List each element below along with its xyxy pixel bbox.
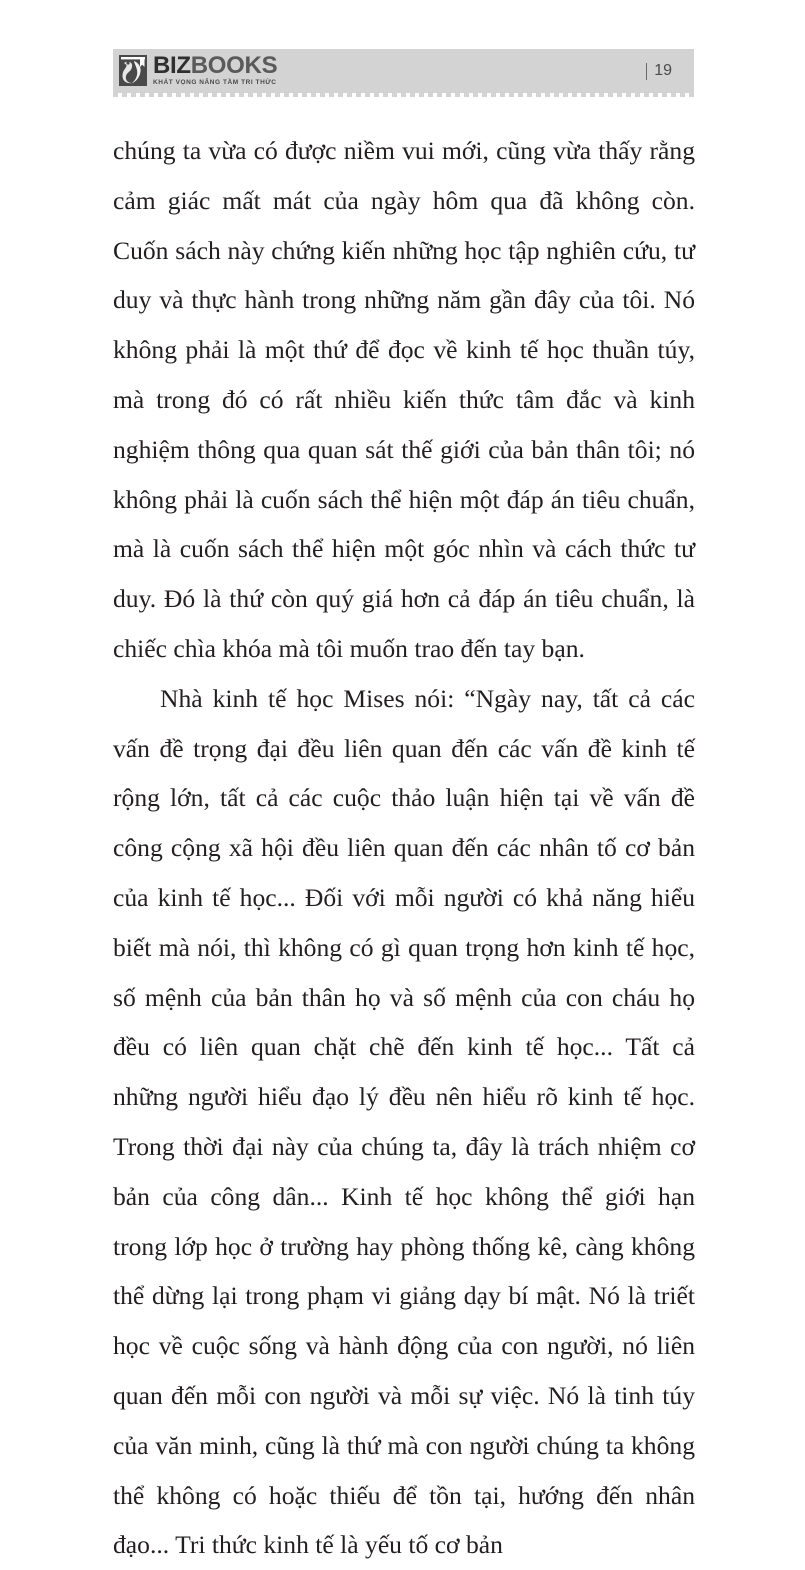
page-folio — [646, 62, 694, 80]
brand-name-biz: BIZ — [153, 52, 191, 80]
brand-name — [153, 54, 277, 78]
page-number: 19 — [654, 62, 672, 79]
body-paragraph: chúng ta vừa có được niềm vui mới, cũng vừa thấy rằng cảm giác mất mát của ngày hôm qua đã không còn. Cuốn sách này chứng kiến những học tập nghiên cứu, tư duy và thực hành trong những năm gần đây của tôi. Nó không phải là một thứ để đọc về kinh tế học thuần túy, mà trong đó có rất nhiều kiến thức tâm đắc và kinh nghiệm thông qua quan sát thế giới của bản thân tôi; nó không phải là cuốn sách thể hiện một đáp án tiêu chuẩn, mà là cuốn sách thể hiện một góc nhìn và cách thức tư duy. Đó là thứ còn quý giá hơn cả đáp án tiêu chuẩn, là chiếc chìa khóa mà tôi muốn trao đến tay bạn. — [113, 136, 695, 663]
brand-tagline: KHÁT VỌNG NÂNG TẦM TRI THỨC — [153, 79, 277, 87]
brand-lockup — [113, 54, 277, 88]
brand-text-block — [153, 54, 277, 88]
body-paragraph: Nhà kinh tế học Mises nói: “Ngày nay, tất cả các vấn đề trọng đại đều liên quan đến các vấn đề kinh tế rộng lớn, tất cả các cuộc thảo luận hiện tại về vấn đề công cộng xã hội đều liên quan đến các nhân tố cơ bản của kinh tế học... Đối với mỗi người có khả năng hiểu biết mà nói, thì không có gì quan trọng hơn kinh tế học, số mệnh của bản thân họ và số mệnh của con cháu họ đều có liên quan chặt chẽ đến kinh tế học... Tất cả những người hiểu đạo lý đều nên hiểu rõ kinh tế học. Trong thời đại này của chúng ta, đây là trách nhiệm cơ bản của công dân... Kinh tế học không thể giới hạn trong lớp học ở trường hay phòng thống kê, càng không thể dừng lại trong phạm vi giảng dạy bí mật. Nó là triết học về cuộc sống và hành động của con người, nó liên quan đến mỗi con người và mỗi sự việc. Nó là tinh túy của văn minh, cũng là thứ mà con người chúng ta không thể không có hoặc thiếu để tồn tại, hướng đến nhân đạo... Tri thức kinh tế là yếu tố cơ bản — [113, 683, 695, 1560]
brand-name-books: BOOKS — [190, 52, 278, 80]
page-body — [113, 126, 695, 1570]
header-dashed-rule — [113, 93, 694, 97]
book-flame-emblem-icon — [118, 54, 148, 87]
page-header-band — [113, 49, 694, 93]
folio-divider-rule — [646, 63, 647, 80]
